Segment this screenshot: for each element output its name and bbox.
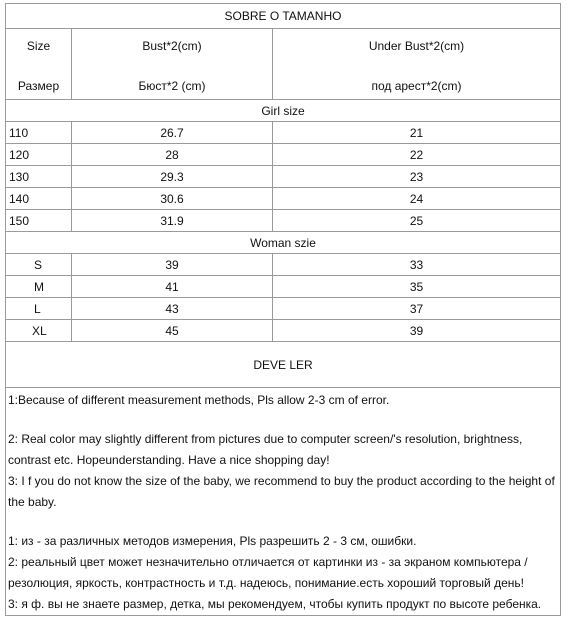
cell-bust: 30.6: [72, 188, 273, 210]
header-bust-en: Bust*2(cm): [142, 39, 202, 53]
header-under-bust: [273, 29, 561, 100]
notes-row: [6, 388, 561, 616]
cell-under-bust: 24: [273, 188, 561, 210]
header-under-en: Under Bust*2(cm): [368, 39, 465, 53]
table-row: [6, 166, 561, 188]
section-title-woman: Woman szie: [6, 232, 561, 254]
section-row-woman: [6, 232, 561, 254]
cell-under-bust: 23: [273, 166, 561, 188]
cell-under-bust: 33: [273, 254, 561, 276]
note-ru-2a: 2: реальный цвет может незначительно отличается от картинки из - за экраном компьютера /: [8, 555, 528, 569]
note-ru-3: 3: я ф. вы не знаете размер, детка, мы рекомендуем, чтобы купить продукт по высоте ребенка.: [8, 597, 542, 611]
size-chart-sheet: [5, 3, 560, 616]
cell-under-bust: 22: [273, 144, 561, 166]
table-row: [6, 144, 561, 166]
cell-size: 110: [6, 122, 72, 144]
cell-under-bust: 35: [273, 276, 561, 298]
cell-size: L: [6, 298, 72, 320]
header-size-ru: Размер: [17, 79, 60, 93]
header-size: [6, 29, 72, 100]
header-size-en: Size: [26, 39, 51, 53]
table-row: [6, 276, 561, 298]
note-en-2b: contrast etc. Hopeunderstanding. Have a nice shopping day!: [8, 453, 330, 467]
cell-size: 120: [6, 144, 72, 166]
cell-under-bust: 39: [273, 320, 561, 342]
table-row: [6, 298, 561, 320]
title-row: [6, 4, 561, 29]
header-row: [6, 29, 561, 100]
cell-under-bust: 25: [273, 210, 561, 232]
cell-size: 130: [6, 166, 72, 188]
section-row-girl: [6, 100, 561, 122]
table-row: [6, 254, 561, 276]
notes-cell: [6, 388, 561, 616]
cell-bust: 28: [72, 144, 273, 166]
table-row: [6, 122, 561, 144]
table-row: [6, 210, 561, 232]
cell-bust: 29.3: [72, 166, 273, 188]
note-en-3a: 3: I f you do not know the size of the baby, we recommend to buy the product according to the height of: [8, 474, 555, 488]
header-bust: [72, 29, 273, 100]
cell-size: XL: [6, 320, 72, 342]
table-title: SOBRE O TAMANHO: [6, 4, 561, 29]
cell-size: M: [6, 276, 72, 298]
cell-bust: 45: [72, 320, 273, 342]
deve-ler-row: [6, 342, 561, 388]
cell-bust: 43: [72, 298, 273, 320]
note-ru-2b: резолюция, яркость, контрастность и т.д. надеюсь, понимание.есть хороший торговый день!: [8, 576, 524, 590]
header-bust-ru: Бюст*2 (cm): [138, 79, 206, 93]
cell-bust: 31.9: [72, 210, 273, 232]
deve-ler-heading: DEVE LER: [6, 342, 561, 388]
cell-bust: 41: [72, 276, 273, 298]
note-en-1: 1:Because of different measurement methods, Pls allow 2-3 cm of error.: [8, 393, 390, 407]
cell-size: S: [6, 254, 72, 276]
note-en-2a: 2: Real color may slightly different from pictures due to computer screen/'s resolution, brightness,: [8, 432, 523, 446]
cell-under-bust: 21: [273, 122, 561, 144]
note-en-3b: the baby.: [8, 495, 57, 509]
cell-under-bust: 37: [273, 298, 561, 320]
table-row: [6, 320, 561, 342]
note-ru-1: 1: из - за различных методов измерения, Pls разрешить 2 - 3 см, ошибки.: [8, 534, 417, 548]
table-row: [6, 188, 561, 210]
size-chart-table: [5, 3, 561, 616]
cell-size: 140: [6, 188, 72, 210]
cell-bust: 39: [72, 254, 273, 276]
cell-bust: 26.7: [72, 122, 273, 144]
cell-size: 150: [6, 210, 72, 232]
section-title-girl: Girl size: [6, 100, 561, 122]
header-under-ru: под арест*2(cm): [371, 79, 462, 93]
